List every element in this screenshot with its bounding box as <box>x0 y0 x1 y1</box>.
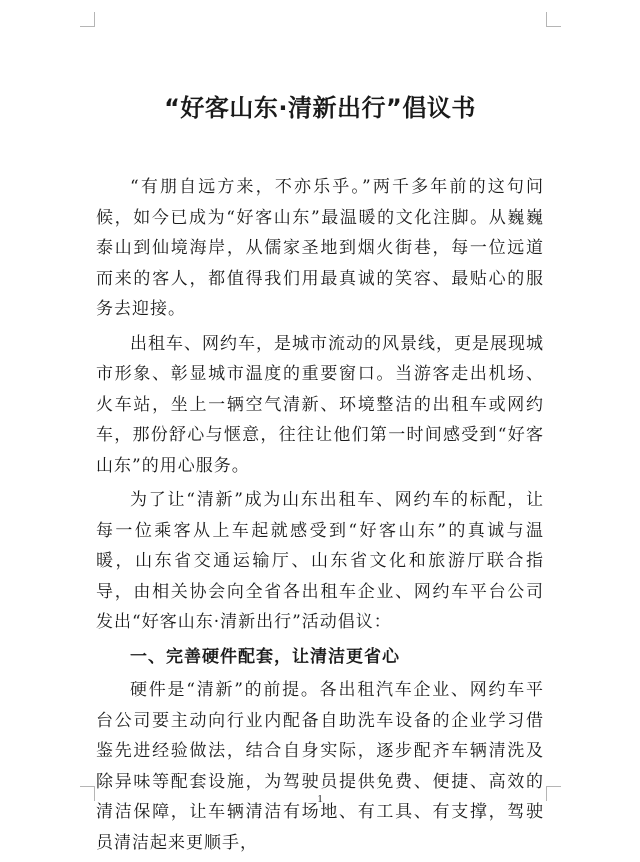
corner-mark-top-right <box>546 12 561 27</box>
paragraph-initiative: 为了让“清新”成为山东出租车、网约车的标配，让每一位乘客从上车起就感受到“好客山东”的真诚与温暖，山东省交通运输厅、山东省文化和旅游厅联合指导，由相关协会向全省各出租车企业、网约车平台公司发出“好客山东·清新出行”活动倡议： <box>96 490 544 632</box>
page-number: 1 <box>317 793 323 805</box>
document-body <box>96 172 544 862</box>
corner-mark-top-left <box>80 12 95 27</box>
paragraph-taxi: 出租车、网约车，是城市流动的风景线，更是展现城市形象、彰显城市温度的重要窗口。当游客走出机场、火车站，坐上一辆空气清新、环境整洁的出租车或网约车，那份舒心与惬意，往往让他们第一时间感受到“好客山东”的用心服务。 <box>96 333 544 476</box>
paragraph-hardware: 硬件是“清新”的前提。各出租汽车企业、网约车平台公司要主动向行业内配备自助洗车设备的企业学习借鉴先进经验做法，结合自身实际，逐步配齐车辆清洗及除异味等配套设施，为驾驶员提供免费、便捷、高效的清洁保障，让车辆清洁有场地、有工具、有支撑，驾驶员清洁起来更顺手， <box>96 680 544 853</box>
document-title: “好客山东·清新出行”倡议书 <box>164 94 476 122</box>
section-heading: 一、完善硬件配套，让清洁更省心 <box>130 646 400 667</box>
paragraph-intro: “有朋自远方来，不亦乐乎。”两千多年前的这句问候，如今已成为“好客山东”最温暖的文化注脚。从巍巍泰山到仙境海岸，从儒家圣地到烟火街巷，每一位远道而来的客人，都值得我们用最真诚的笑容、最贴心的服务去迎接。 <box>96 177 544 319</box>
